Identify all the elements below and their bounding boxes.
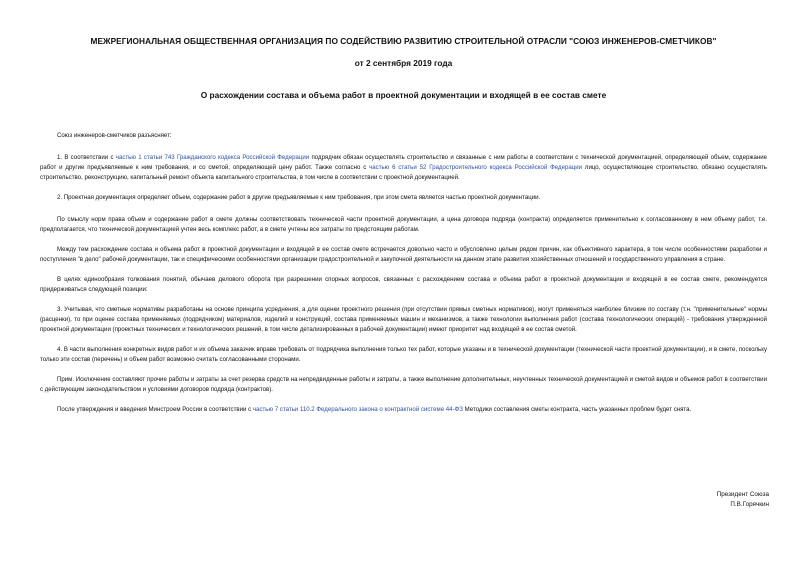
paragraph-8: Прим. Исключение составляют прочие работы и затраты за счет резерва средств на непредвиденные работы и затраты, а также выполнение дополнительных, неучтенных технической документацией и сметой видов и объемов работ в соответствии с действующим законодательством и условиями договоров подряда (контрактов). xyxy=(40,376,767,393)
paragraph-1-text-b: подрядчик обязан осуществлять строительство и связанные с ним работы в соответствии с технической документацией, определяющей объем, содержание работ и другие предъявляемые к ним требования, и со сметой, определяющей цену работ. Также согласно с xyxy=(40,154,767,171)
document-body xyxy=(40,131,767,425)
signature-name: П.В.Горячкин xyxy=(730,501,769,508)
paragraph-7: 4. В части выполнения конкретных видов работ и их объема заказчик вправе требовать от подрядчика выполнения только тех работ, которые указаны и в технической документации (технической части проектной документации), и в смете, поскольку только эти состав (перечень) и объем работ возможно считать согласованными сторонами. xyxy=(40,346,767,363)
paragraph-6: 3. Учитывая, что сметные нормативы разработаны на основе принципа усреднения, а для оценки проектного решения (при отсутствии прямых сметных нормативов), могут применяться наиболее близкие по составу (т.н. "применительные" нормы (расценки), то при оценке состава применяемых (подрядчиком) материалов, изделий и конструкций, состава применяемых машин и механизмов, а также технологии выполнения работ (состава технологических операций) - требования утвержденной проектной документации (проектных технических и технологических решений, в том числе детализированных в рабочей документации) имеют приоритет над входящей в ее состав сметой. xyxy=(40,306,767,333)
paragraph-9-text-a: После утверждения и введения Минстроем России в соответствии с xyxy=(57,406,253,413)
paragraph-1-text-a: 1. В соответствии с xyxy=(57,154,116,161)
document-date: от 2 сентября 2019 года xyxy=(354,58,453,68)
civil-code-link[interactable]: частью 1 статьи 743 Гражданского кодекса Российской Федерации xyxy=(115,154,310,161)
signature-position: Президент Союза xyxy=(716,491,769,498)
paragraph-3: По смыслу норм права объем и содержание работ в смете должны соответствовать технической части проектной документации, а цена договора подряда (контракта) определяется применительно к согласованному в нем объему работ, т.е. предполагается, что технической документацией учтен весь комплекс работ, а в смете учтены все затраты по предстоящим работам. xyxy=(40,216,767,233)
intro-paragraph: Союз инженеров-сметчиков разъясняет: xyxy=(57,132,172,139)
paragraph-9-text-b: Методики составления сметы контракта, часть указанных проблем будет снята. xyxy=(462,406,692,413)
organization-heading: МЕЖРЕГИОНАЛЬНАЯ ОБЩЕСТВЕННАЯ ОРГАНИЗАЦИЯ ПО СОДЕЙСТВИЮ РАЗВИТИЮ СТРОИТЕЛЬНОЙ ОТРАСЛИ "СОЮЗ ИНЖЕНЕРОВ-СМЕТЧИКОВ" xyxy=(90,36,717,46)
federal-law-link[interactable]: частью 7 статьи 110.2 Федерального закона о контрактной системе 44-ФЗ xyxy=(252,406,463,413)
paragraph-4: Между тем расхождение состава и объема работ в проектной документации и входящей в ее состав смете встречается довольно часто и обусловлено целым рядом причин, как объективного характера, в том числе особенностями разработки и поступления "в дело" рабочей документации, так и специфическими особенностями организации градостроительной и закупочной деятельности на данном этапе развития хозяйственных отношений и государственного управления в стране. xyxy=(40,246,767,263)
paragraph-5: В целях единообразия толкования понятий, обычаев делового оборота при разрешении спорных вопросов, связанных с расхождением состава и объема работ в проектной документации и входящей в ее состав смете, рекомендуется придерживаться следующей позиции: xyxy=(40,276,767,293)
paragraph-1-text-c: лицо, осуществляющее строительство, обязано осуществлять строительство, реконструкцию, капитальный ремонт объекта капитального строительства, в том числе в соответствии с проектной документацией. xyxy=(40,164,767,181)
paragraph-1 xyxy=(40,153,767,183)
document-title: О расхождении состава и объема работ в проектной документации и входящей в ее состав смете xyxy=(200,90,607,100)
paragraph-9 xyxy=(40,405,767,415)
town-planning-code-link[interactable]: частью 6 статьи 52 Градостроительного кодекса Российской Федерации xyxy=(369,164,583,171)
paragraph-2: 2. Проектная документация определяет объем, содержание работ в другие предъявляемые к ним требования, при этом смета является частью проектной документации. xyxy=(57,194,541,201)
